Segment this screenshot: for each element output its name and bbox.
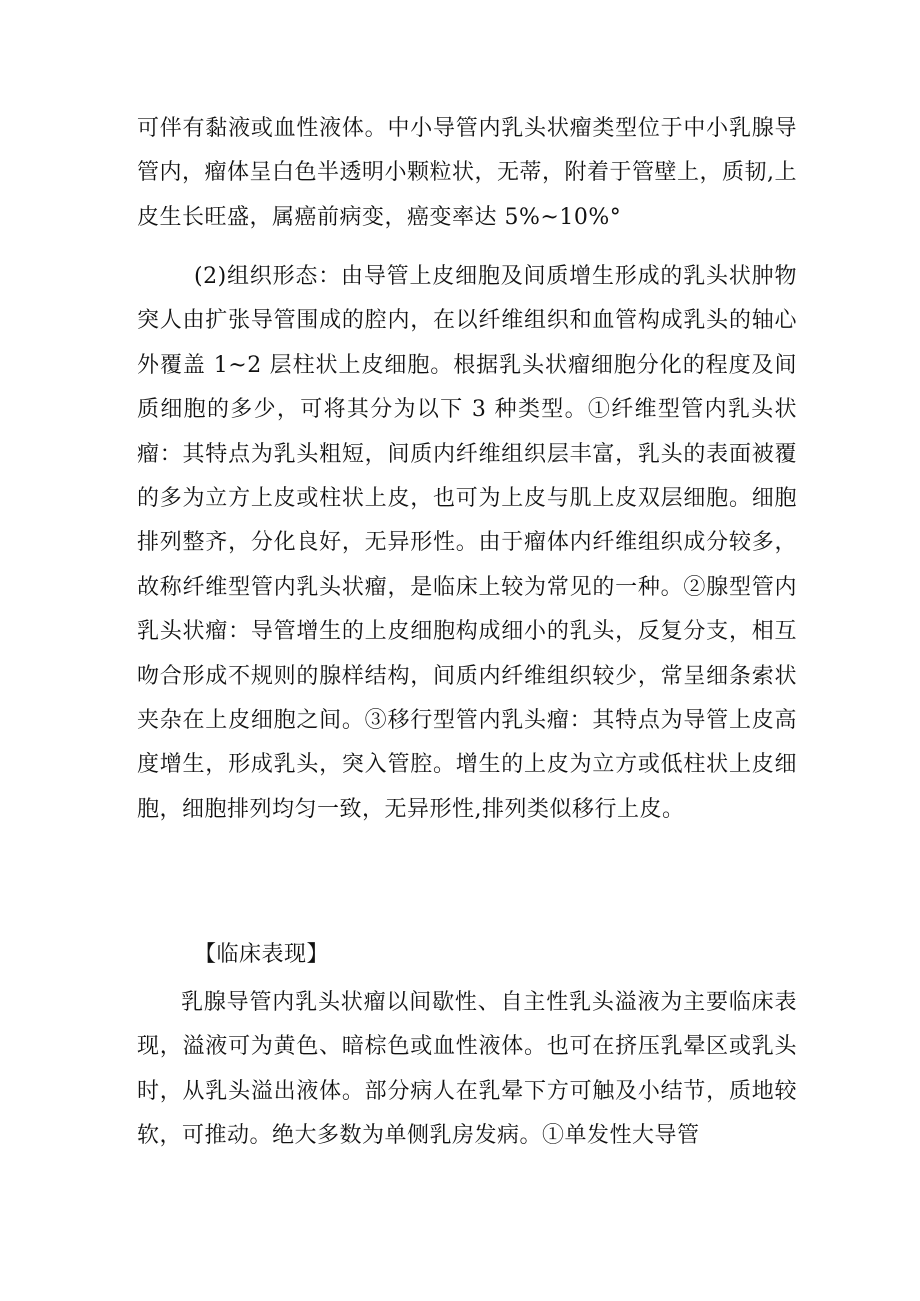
paragraph-continuation: 可伴有黏液或血性液体。中小导管内乳头状瘤类型位于中小乳腺导管内，瘤体呈白色半透明小颗粒状，无蒂，附着于管壁上，质韧,上皮生长旺盛，属癌前病变，癌变率达 5%~10%° xyxy=(137,116,797,230)
section-heading-clinical-manifestation: 【临床表现】 xyxy=(194,942,330,967)
paragraph-clinical-manifestation: 乳腺导管内乳头状瘤以间歇性、自主性乳头溢液为主要临床表现，溢液可为黄色、暗棕色或血性液体。也可在挤压乳晕区或乳头时，从乳头溢出液体。部分病人在乳晕下方可触及小结节，质地较软，可推动。绝大多数为单侧乳房发病。①单发性大导管 xyxy=(137,990,797,1149)
paragraph-tissue-morphology: (2)组织形态：由导管上皮细胞及间质增生形成的乳头状肿物突人由扩张导管围成的腔内，在以纤维组织和血管构成乳头的轴心外覆盖 1~2 层柱状上皮细胞。根据乳头状瘤细胞分化的程度及间质细胞的多少，可将其分为以下 3 种类型。①纤维型管内乳头状瘤：其特点为乳头粗短，间质内纤维组织层丰富，乳头的表面被覆的多为立方上皮或柱状上皮，也可为上皮与肌上皮双层细胞。细胞排列整齐，分化良好，无异形性。由于瘤体内纤维组织成分较多，故称纤维型管内乳头状瘤，是临床上较为常见的一种。②腺型管内乳头状瘤：导管增生的上皮细胞构成细小的乳头，反复分支，相互吻合形成不规则的腺样结构，间质内纤维组织较少，常呈细条索状夹杂在上皮细胞之间。③移行型管内乳头瘤：其特点为导管上皮高度增生，形成乳头，突入管腔。增生的上皮为立方或低柱状上皮细胞，细胞排列均匀一致，无异形性,排列类似移行上皮。 xyxy=(137,264,797,822)
